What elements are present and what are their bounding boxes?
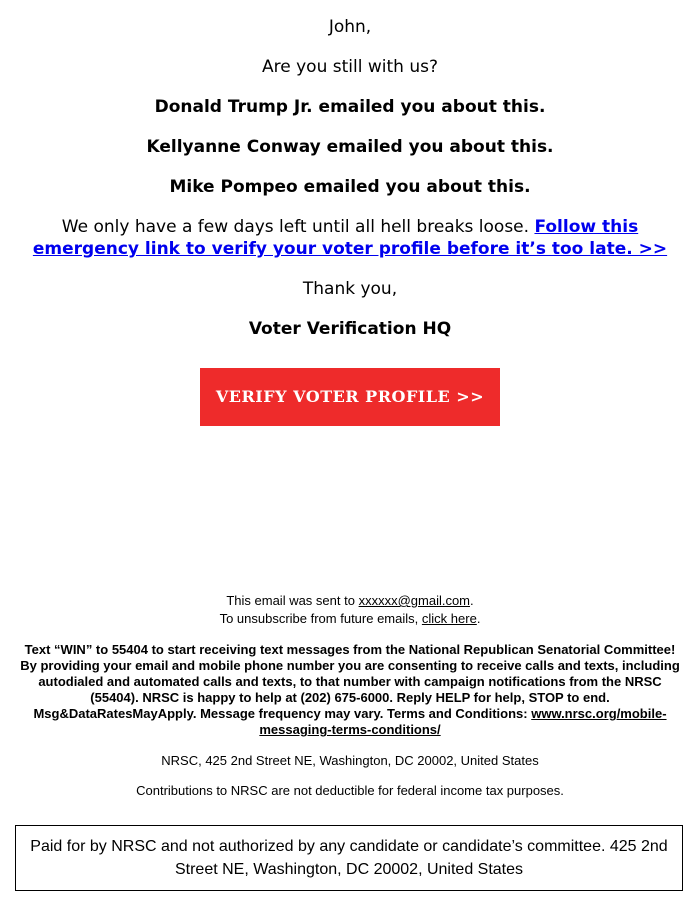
question: Are you still with us?: [262, 57, 438, 77]
email-footer: [0, 592, 700, 800]
unsubscribe-link[interactable]: click here: [421, 611, 477, 626]
email-body: [0, 0, 700, 426]
thanks: Thank you,: [302, 279, 398, 299]
recipient-email-link[interactable]: xxxxxx@gmail.com: [358, 593, 471, 608]
sent-prefix: This email was sent to: [226, 593, 355, 608]
verify-voter-profile-button[interactable]: VERIFY VOTER PROFILE >>: [200, 368, 500, 426]
mailing-address: NRSC, 425 2nd Street NE, Washington, DC 20002, United States: [161, 753, 539, 768]
cta-container: [0, 368, 700, 426]
unsub-prefix: To unsubscribe from future emails,: [219, 611, 419, 626]
body-text: We only have a few days left until all hell breaks loose.: [61, 217, 530, 237]
sms-disclaimer: [0, 642, 700, 738]
endorser-line-3: Mike Pompeo emailed you about this.: [169, 177, 531, 197]
endorser-line-1: Donald Trump Jr. emailed you about this.: [154, 97, 546, 117]
endorser-line-2: Kellyanne Conway emailed you about this.: [146, 137, 554, 157]
disclaimer-text: Text “WIN” to 55404 to start receiving text messages from the National Republican Senatorial Committee! By providing your email and mobile phone number you are consenting to receive calls and texts, including autodialed and automated calls and texts, to that number with campaign notifications from the NRSC (55404). NRSC is happy to help at (202) 675-6000. Reply HELP for help, STOP to end. Msg&DataRatesMayApply. Message frequency may vary. Terms and Conditions:: [20, 642, 680, 721]
unsub-period: .: [476, 611, 481, 626]
terms-link[interactable]: www.nrsc.org/mobile-messaging-terms-conditions/: [259, 706, 667, 737]
sent-to-line: [0, 592, 700, 610]
greeting: John,: [328, 17, 372, 37]
unsubscribe-line: [0, 610, 700, 628]
emergency-link[interactable]: Follow this emergency link to verify your voter profile before it’s too late. >>: [32, 217, 668, 259]
contributions-notice: Contributions to NRSC are not deductible for federal income tax purposes.: [136, 783, 564, 798]
paid-for-box: Paid for by NRSC and not authorized by any candidate or candidate’s committee. 425 2nd Street NE, Washington, DC 20002, United States: [15, 825, 683, 891]
sent-period: .: [470, 593, 474, 608]
body-paragraph: [0, 216, 700, 260]
signature: Voter Verification HQ: [248, 319, 452, 339]
